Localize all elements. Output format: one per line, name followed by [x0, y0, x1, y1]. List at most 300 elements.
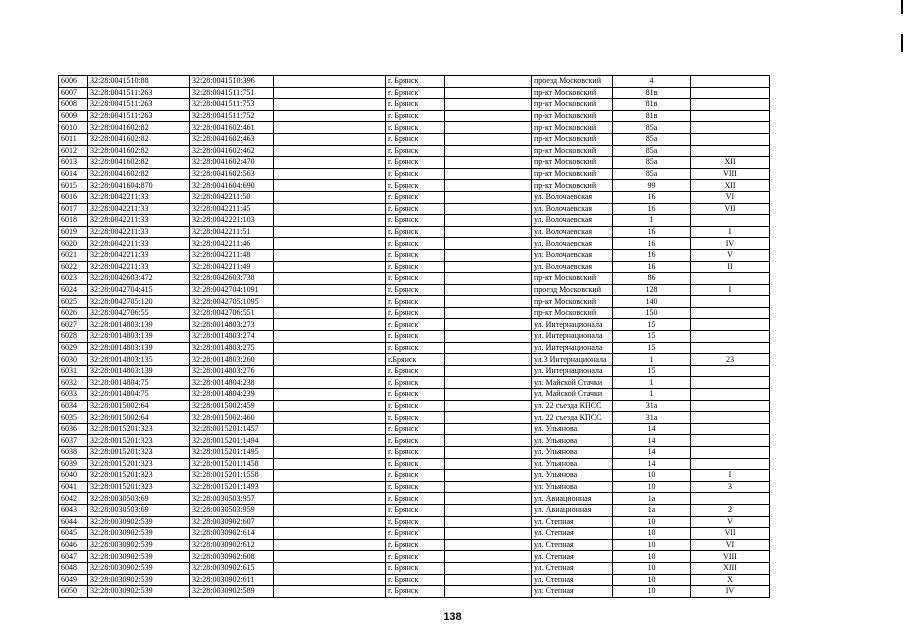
parcel-cadastral-number-cell: 32:28:0041511:263 — [88, 99, 190, 111]
city-cell: г. Брянск — [386, 180, 445, 192]
room-number-cell — [691, 273, 770, 285]
object-cadastral-number-cell: 32:28:0030902:614 — [190, 528, 274, 540]
street-cell: пр-кт Московский — [532, 273, 613, 285]
parcel-cadastral-number-cell: 32:28:0014803:139 — [88, 319, 190, 331]
blank-col-a-cell — [274, 307, 386, 319]
object-cadastral-number-cell: 32:28:0015201:1457 — [190, 423, 274, 435]
city-cell: г. Брянск — [386, 273, 445, 285]
object-cadastral-number-cell: 32:28:0030902:608 — [190, 551, 274, 563]
blank-col-b-cell — [445, 180, 532, 192]
blank-col-a-cell — [274, 273, 386, 285]
object-cadastral-number-cell: 32:28:0041602:470 — [190, 157, 274, 169]
blank-col-a-cell — [274, 215, 386, 227]
blank-col-a-cell — [274, 226, 386, 238]
street-cell: пр-кт Московский — [532, 180, 613, 192]
street-cell: пр-кт Московский — [532, 133, 613, 145]
object-cadastral-number-cell: 32:28:0014803:273 — [190, 319, 274, 331]
blank-col-a-cell — [274, 504, 386, 516]
blank-col-a-cell — [274, 331, 386, 343]
blank-col-a-cell — [274, 284, 386, 296]
city-cell: г. Брянск — [386, 574, 445, 586]
object-cadastral-number-cell: 32:28:0030902:612 — [190, 539, 274, 551]
row-number-cell: 6031 — [59, 365, 88, 377]
object-cadastral-number-cell: 32:28:0014803:260 — [190, 354, 274, 366]
room-number-cell: XII — [691, 180, 770, 192]
blank-col-a-cell — [274, 447, 386, 459]
parcel-cadastral-number-cell: 32:28:0014803:139 — [88, 342, 190, 354]
street-cell: ул. Волочаевская — [532, 238, 613, 250]
object-cadastral-number-cell: 32:28:0041511:753 — [190, 99, 274, 111]
blank-col-b-cell — [445, 87, 532, 99]
street-cell: пр-кт Московский — [532, 157, 613, 169]
table-row — [59, 470, 770, 482]
blank-col-a-cell — [274, 238, 386, 250]
table-row — [59, 493, 770, 505]
parcel-cadastral-number-cell: 32:28:0030902:539 — [88, 539, 190, 551]
blank-col-b-cell — [445, 99, 532, 111]
blank-col-a-cell — [274, 249, 386, 261]
house-number-cell: 10 — [613, 470, 691, 482]
blank-col-a-cell — [274, 296, 386, 308]
blank-col-b-cell — [445, 528, 532, 540]
street-cell: пр-кт Московский — [532, 110, 613, 122]
parcel-cadastral-number-cell: 32:28:0042211:33 — [88, 238, 190, 250]
table-row — [59, 435, 770, 447]
city-cell: г.Брянск — [386, 354, 445, 366]
house-number-cell: 10 — [613, 481, 691, 493]
object-cadastral-number-cell: 32:28:0015201:1493 — [190, 481, 274, 493]
parcel-cadastral-number-cell: 32:28:0014804:75 — [88, 389, 190, 401]
table-row — [59, 261, 770, 273]
register-table — [58, 75, 770, 598]
blank-col-b-cell — [445, 110, 532, 122]
object-cadastral-number-cell: 32:28:0042706:551 — [190, 307, 274, 319]
object-cadastral-number-cell: 32:28:0030902:607 — [190, 516, 274, 528]
table-row — [59, 249, 770, 261]
parcel-cadastral-number-cell: 32:28:0015002:64 — [88, 400, 190, 412]
blank-col-b-cell — [445, 458, 532, 470]
object-cadastral-number-cell: 32:28:0015201:1495 — [190, 447, 274, 459]
city-cell: г. Брянск — [386, 284, 445, 296]
blank-col-a-cell — [274, 539, 386, 551]
city-cell: г. Брянск — [386, 481, 445, 493]
row-number-cell: 6039 — [59, 458, 88, 470]
room-number-cell: VIII — [691, 551, 770, 563]
object-cadastral-number-cell: 32:28:0015201:1494 — [190, 435, 274, 447]
city-cell: г. Брянск — [386, 516, 445, 528]
table-row — [59, 157, 770, 169]
street-cell: ул. Интернационала — [532, 331, 613, 343]
city-cell: г. Брянск — [386, 377, 445, 389]
city-cell: г. Брянск — [386, 110, 445, 122]
room-number-cell: IV — [691, 586, 770, 598]
row-number-cell: 6027 — [59, 319, 88, 331]
city-cell: г. Брянск — [386, 296, 445, 308]
room-number-cell: II — [691, 261, 770, 273]
object-cadastral-number-cell: 32:28:0042221:103 — [190, 215, 274, 227]
blank-col-b-cell — [445, 319, 532, 331]
table-row — [59, 76, 770, 88]
house-number-cell: 128 — [613, 284, 691, 296]
object-cadastral-number-cell: 32:28:0030902:589 — [190, 586, 274, 598]
house-number-cell: 16 — [613, 191, 691, 203]
room-number-cell: XIII — [691, 562, 770, 574]
object-cadastral-number-cell: 32:28:0014804:238 — [190, 377, 274, 389]
object-cadastral-number-cell: 32:28:0042211:45 — [190, 203, 274, 215]
city-cell: г. Брянск — [386, 539, 445, 551]
street-cell: ул. Степная — [532, 528, 613, 540]
street-cell: ул. 22 съезда КПСС — [532, 412, 613, 424]
table-row — [59, 203, 770, 215]
blank-col-a-cell — [274, 191, 386, 203]
room-number-cell — [691, 377, 770, 389]
room-number-cell — [691, 458, 770, 470]
object-cadastral-number-cell: 32:28:0042603:738 — [190, 273, 274, 285]
blank-col-b-cell — [445, 191, 532, 203]
object-cadastral-number-cell: 32:28:0042705:1095 — [190, 296, 274, 308]
blank-col-b-cell — [445, 168, 532, 180]
table-row — [59, 296, 770, 308]
blank-col-b-cell — [445, 574, 532, 586]
room-number-cell — [691, 365, 770, 377]
row-number-cell: 6012 — [59, 145, 88, 157]
street-cell: ул. Волочаевская — [532, 226, 613, 238]
room-number-cell: 2 — [691, 504, 770, 516]
object-cadastral-number-cell: 32:28:0030503:959 — [190, 504, 274, 516]
blank-col-a-cell — [274, 586, 386, 598]
street-cell: пр-кт Московский — [532, 87, 613, 99]
blank-col-a-cell — [274, 551, 386, 563]
street-cell: ул. Степная — [532, 551, 613, 563]
parcel-cadastral-number-cell: 32:28:0030503:69 — [88, 493, 190, 505]
house-number-cell: 15 — [613, 342, 691, 354]
table-row — [59, 412, 770, 424]
row-number-cell: 6010 — [59, 122, 88, 134]
house-number-cell: 81в — [613, 99, 691, 111]
room-number-cell: 23 — [691, 354, 770, 366]
house-number-cell: 85а — [613, 157, 691, 169]
house-number-cell: 15 — [613, 331, 691, 343]
room-number-cell — [691, 493, 770, 505]
row-number-cell: 6023 — [59, 273, 88, 285]
parcel-cadastral-number-cell: 32:28:0042704:415 — [88, 284, 190, 296]
table-row — [59, 562, 770, 574]
object-cadastral-number-cell: 32:28:0042211:50 — [190, 191, 274, 203]
room-number-cell: I — [691, 226, 770, 238]
city-cell: г. Брянск — [386, 99, 445, 111]
blank-col-a-cell — [274, 435, 386, 447]
room-number-cell — [691, 319, 770, 331]
object-cadastral-number-cell: 32:28:0042211:46 — [190, 238, 274, 250]
parcel-cadastral-number-cell: 32:28:0015002:64 — [88, 412, 190, 424]
blank-col-b-cell — [445, 516, 532, 528]
room-number-cell — [691, 215, 770, 227]
parcel-cadastral-number-cell: 32:28:0030902:539 — [88, 551, 190, 563]
room-number-cell — [691, 76, 770, 88]
object-cadastral-number-cell: 32:28:0041510:396 — [190, 76, 274, 88]
object-cadastral-number-cell: 32:28:0015201:1558 — [190, 470, 274, 482]
row-number-cell: 6015 — [59, 180, 88, 192]
row-number-cell: 6035 — [59, 412, 88, 424]
house-number-cell: 85а — [613, 145, 691, 157]
city-cell: г. Брянск — [386, 551, 445, 563]
row-number-cell: 6030 — [59, 354, 88, 366]
blank-col-a-cell — [274, 423, 386, 435]
blank-col-b-cell — [445, 273, 532, 285]
blank-col-b-cell — [445, 203, 532, 215]
parcel-cadastral-number-cell: 32:28:0015201:323 — [88, 481, 190, 493]
edge-mark-top — [901, 0, 903, 14]
room-number-cell: IV — [691, 238, 770, 250]
parcel-cadastral-number-cell: 32:28:0015201:323 — [88, 470, 190, 482]
row-number-cell: 6033 — [59, 389, 88, 401]
blank-col-a-cell — [274, 122, 386, 134]
blank-col-a-cell — [274, 168, 386, 180]
blank-col-a-cell — [274, 365, 386, 377]
table-row — [59, 226, 770, 238]
blank-col-b-cell — [445, 435, 532, 447]
object-cadastral-number-cell: 32:28:0030503:957 — [190, 493, 274, 505]
house-number-cell: 14 — [613, 447, 691, 459]
blank-col-b-cell — [445, 470, 532, 482]
room-number-cell — [691, 435, 770, 447]
table-row — [59, 319, 770, 331]
parcel-cadastral-number-cell: 32:28:0014803:139 — [88, 331, 190, 343]
blank-col-a-cell — [274, 87, 386, 99]
city-cell: г. Брянск — [386, 133, 445, 145]
street-cell: ул. Майской Стачки — [532, 377, 613, 389]
street-cell: ул. Степная — [532, 574, 613, 586]
blank-col-a-cell — [274, 458, 386, 470]
table-row — [59, 284, 770, 296]
city-cell: г. Брянск — [386, 307, 445, 319]
blank-col-a-cell — [274, 203, 386, 215]
blank-col-b-cell — [445, 377, 532, 389]
house-number-cell: 16 — [613, 261, 691, 273]
room-number-cell — [691, 342, 770, 354]
blank-col-b-cell — [445, 539, 532, 551]
room-number-cell: VI — [691, 539, 770, 551]
parcel-cadastral-number-cell: 32:28:0014804:75 — [88, 377, 190, 389]
blank-col-b-cell — [445, 586, 532, 598]
room-number-cell: VII — [691, 203, 770, 215]
street-cell: пр-кт Московский — [532, 145, 613, 157]
street-cell: ул. Волочаевская — [532, 261, 613, 273]
table-row — [59, 354, 770, 366]
blank-col-b-cell — [445, 157, 532, 169]
street-cell: ул.3 Интернационала — [532, 354, 613, 366]
table-row — [59, 307, 770, 319]
house-number-cell: 14 — [613, 423, 691, 435]
city-cell: г. Брянск — [386, 168, 445, 180]
house-number-cell: 85а — [613, 122, 691, 134]
parcel-cadastral-number-cell: 32:28:0042706:55 — [88, 307, 190, 319]
blank-col-b-cell — [445, 261, 532, 273]
city-cell: г. Брянск — [386, 342, 445, 354]
table-row — [59, 481, 770, 493]
row-number-cell: 6014 — [59, 168, 88, 180]
house-number-cell: 1 — [613, 377, 691, 389]
street-cell: пр-кт Московский — [532, 99, 613, 111]
room-number-cell: X — [691, 574, 770, 586]
object-cadastral-number-cell: 32:28:0015201:1458 — [190, 458, 274, 470]
blank-col-a-cell — [274, 389, 386, 401]
room-number-cell — [691, 400, 770, 412]
table-row — [59, 574, 770, 586]
parcel-cadastral-number-cell: 32:28:0030902:539 — [88, 562, 190, 574]
room-number-cell — [691, 110, 770, 122]
city-cell: г. Брянск — [386, 423, 445, 435]
row-number-cell: 6018 — [59, 215, 88, 227]
parcel-cadastral-number-cell: 32:28:0030503:69 — [88, 504, 190, 516]
parcel-cadastral-number-cell: 32:28:0042211:33 — [88, 203, 190, 215]
row-number-cell: 6044 — [59, 516, 88, 528]
blank-col-b-cell — [445, 400, 532, 412]
row-number-cell: 6050 — [59, 586, 88, 598]
table-row — [59, 528, 770, 540]
parcel-cadastral-number-cell: 32:28:0041602:82 — [88, 145, 190, 157]
city-cell: г. Брянск — [386, 447, 445, 459]
house-number-cell: 86 — [613, 273, 691, 285]
house-number-cell: 16 — [613, 226, 691, 238]
blank-col-b-cell — [445, 145, 532, 157]
table-row — [59, 238, 770, 250]
blank-col-a-cell — [274, 412, 386, 424]
parcel-cadastral-number-cell: 32:28:0015201:323 — [88, 447, 190, 459]
room-number-cell — [691, 331, 770, 343]
object-cadastral-number-cell: 32:28:0041511:751 — [190, 87, 274, 99]
street-cell: ул. Майской Стачки — [532, 389, 613, 401]
blank-col-a-cell — [274, 400, 386, 412]
city-cell: г. Брянск — [386, 261, 445, 273]
street-cell: ул. Ульянова — [532, 447, 613, 459]
street-cell: ул. Ульянова — [532, 481, 613, 493]
blank-col-a-cell — [274, 145, 386, 157]
blank-col-a-cell — [274, 470, 386, 482]
blank-col-b-cell — [445, 504, 532, 516]
street-cell: ул. Интернационала — [532, 319, 613, 331]
room-number-cell — [691, 122, 770, 134]
house-number-cell: 99 — [613, 180, 691, 192]
city-cell: г. Брянск — [386, 493, 445, 505]
city-cell: г. Брянск — [386, 412, 445, 424]
parcel-cadastral-number-cell: 32:28:0015201:323 — [88, 435, 190, 447]
parcel-cadastral-number-cell: 32:28:0041510:88 — [88, 76, 190, 88]
room-number-cell — [691, 296, 770, 308]
house-number-cell: 10 — [613, 586, 691, 598]
parcel-cadastral-number-cell: 32:28:0041602:82 — [88, 157, 190, 169]
row-number-cell: 6024 — [59, 284, 88, 296]
city-cell: г. Брянск — [386, 226, 445, 238]
row-number-cell: 6045 — [59, 528, 88, 540]
edge-mark-lower — [901, 34, 903, 52]
table-row — [59, 180, 770, 192]
blank-col-a-cell — [274, 516, 386, 528]
row-number-cell: 6021 — [59, 249, 88, 261]
parcel-cadastral-number-cell: 32:28:0041511:263 — [88, 110, 190, 122]
house-number-cell: 4 — [613, 76, 691, 88]
house-number-cell: 15 — [613, 365, 691, 377]
house-number-cell: 1а — [613, 504, 691, 516]
blank-col-b-cell — [445, 133, 532, 145]
room-number-cell — [691, 447, 770, 459]
blank-col-a-cell — [274, 133, 386, 145]
city-cell: г. Брянск — [386, 238, 445, 250]
parcel-cadastral-number-cell: 32:28:0042211:33 — [88, 215, 190, 227]
table-row — [59, 423, 770, 435]
parcel-cadastral-number-cell: 32:28:0042211:33 — [88, 191, 190, 203]
row-number-cell: 6029 — [59, 342, 88, 354]
city-cell: г. Брянск — [386, 249, 445, 261]
blank-col-a-cell — [274, 493, 386, 505]
blank-col-a-cell — [274, 110, 386, 122]
street-cell: проезд Московский — [532, 284, 613, 296]
room-number-cell: XII — [691, 157, 770, 169]
blank-col-b-cell — [445, 493, 532, 505]
row-number-cell: 6048 — [59, 562, 88, 574]
object-cadastral-number-cell: 32:28:0015002:460 — [190, 412, 274, 424]
city-cell: г. Брянск — [386, 203, 445, 215]
blank-col-a-cell — [274, 261, 386, 273]
city-cell: г. Брянск — [386, 319, 445, 331]
table-row — [59, 133, 770, 145]
blank-col-b-cell — [445, 249, 532, 261]
table-row — [59, 145, 770, 157]
table-row — [59, 168, 770, 180]
blank-col-a-cell — [274, 157, 386, 169]
row-number-cell: 6008 — [59, 99, 88, 111]
street-cell: ул. Ульянова — [532, 470, 613, 482]
house-number-cell: 10 — [613, 528, 691, 540]
table-row — [59, 331, 770, 343]
row-number-cell: 6006 — [59, 76, 88, 88]
city-cell: г. Брянск — [386, 389, 445, 401]
house-number-cell: 15 — [613, 319, 691, 331]
object-cadastral-number-cell: 32:28:0014803:275 — [190, 342, 274, 354]
object-cadastral-number-cell: 32:28:0014803:274 — [190, 331, 274, 343]
blank-col-a-cell — [274, 574, 386, 586]
city-cell: г. Брянск — [386, 331, 445, 343]
row-number-cell: 6040 — [59, 470, 88, 482]
object-cadastral-number-cell: 32:28:0030902:615 — [190, 562, 274, 574]
city-cell: г. Брянск — [386, 215, 445, 227]
street-cell: ул. Волочаевская — [532, 215, 613, 227]
parcel-cadastral-number-cell: 32:28:0041602:82 — [88, 133, 190, 145]
room-number-cell — [691, 423, 770, 435]
blank-col-b-cell — [445, 76, 532, 88]
object-cadastral-number-cell: 32:28:0042704:1091 — [190, 284, 274, 296]
room-number-cell: VIII — [691, 168, 770, 180]
blank-col-b-cell — [445, 551, 532, 563]
city-cell: г. Брянск — [386, 470, 445, 482]
street-cell: ул. Авиационная — [532, 504, 613, 516]
parcel-cadastral-number-cell: 32:28:0030902:539 — [88, 586, 190, 598]
street-cell: ул. Степная — [532, 586, 613, 598]
parcel-cadastral-number-cell: 32:28:0041511:263 — [88, 87, 190, 99]
table-row — [59, 458, 770, 470]
row-number-cell: 6013 — [59, 157, 88, 169]
street-cell: пр-кт Московский — [532, 122, 613, 134]
parcel-cadastral-number-cell: 32:28:0042211:33 — [88, 226, 190, 238]
object-cadastral-number-cell: 32:28:0041602:461 — [190, 122, 274, 134]
row-number-cell: 6036 — [59, 423, 88, 435]
city-cell: г. Брянск — [386, 435, 445, 447]
row-number-cell: 6017 — [59, 203, 88, 215]
house-number-cell: 1а — [613, 493, 691, 505]
house-number-cell: 14 — [613, 435, 691, 447]
object-cadastral-number-cell: 32:28:0041602:463 — [190, 133, 274, 145]
table-row — [59, 377, 770, 389]
